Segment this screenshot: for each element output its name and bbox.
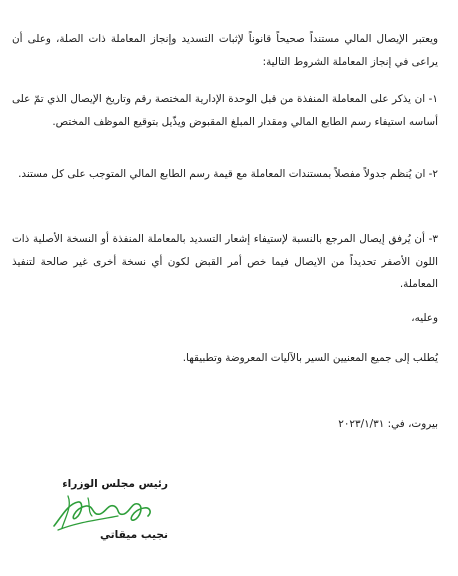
- signatory-name: نجيب ميقاتي: [99, 529, 168, 541]
- condition-item-3: [12, 228, 438, 296]
- condition-text: ان يذكر على المعاملة المنفذة من قبل الوحدة الإدارية المختصة رقم وتاريخ الإيصال الذي تمّ على أساسه استيفاء رسم الطابع المالي ومقدار المبلغ المقبوض ويذّيل بتوقيع الموظف المختص.: [12, 93, 438, 128]
- condition-text: ان يُنظم جدولاً مفصلاً بمستندات المعاملة مع قيمة رسم الطابع المالي المتوجب على كل مستند.: [18, 168, 426, 180]
- condition-number: ١-: [428, 93, 438, 105]
- condition-item-1: [12, 88, 438, 133]
- condition-item-2: [12, 163, 438, 186]
- condition-number: ٣-: [428, 233, 438, 245]
- therefore-line: وعليه،: [411, 312, 438, 324]
- signature-block: [48, 478, 168, 568]
- signatory-title: رئيس مجلس الوزراء: [62, 478, 168, 490]
- demand-line: يُطلب إلى جميع المعنيين السير بالآليات المعروضة وتطبيقها.: [182, 352, 438, 364]
- condition-text: أن يُرفق إيصال المرجع بالنسبة لإستيفاء إشعار التسديد بالمعاملة المنفذة أو النسخة الأصلية ذات اللون الأصفر تحديداً من الايصال فيما خص أمر القبض لكون أي نسخة أخرى غير صالحة لتنفيذ المعاملة.: [12, 233, 438, 290]
- date-line: بيروت، في: ٢٠٢٣/١/٣١: [338, 418, 438, 430]
- condition-number: ٢-: [428, 168, 438, 180]
- intro-paragraph: ويعتبر الإيصال المالي مستنداً صحيحاً قانوناً لإثبات التسديد وإنجاز المعاملة ذات الصلة، وعلى أن يراعى في إنجاز المعاملة الشروط التالية:: [12, 33, 438, 68]
